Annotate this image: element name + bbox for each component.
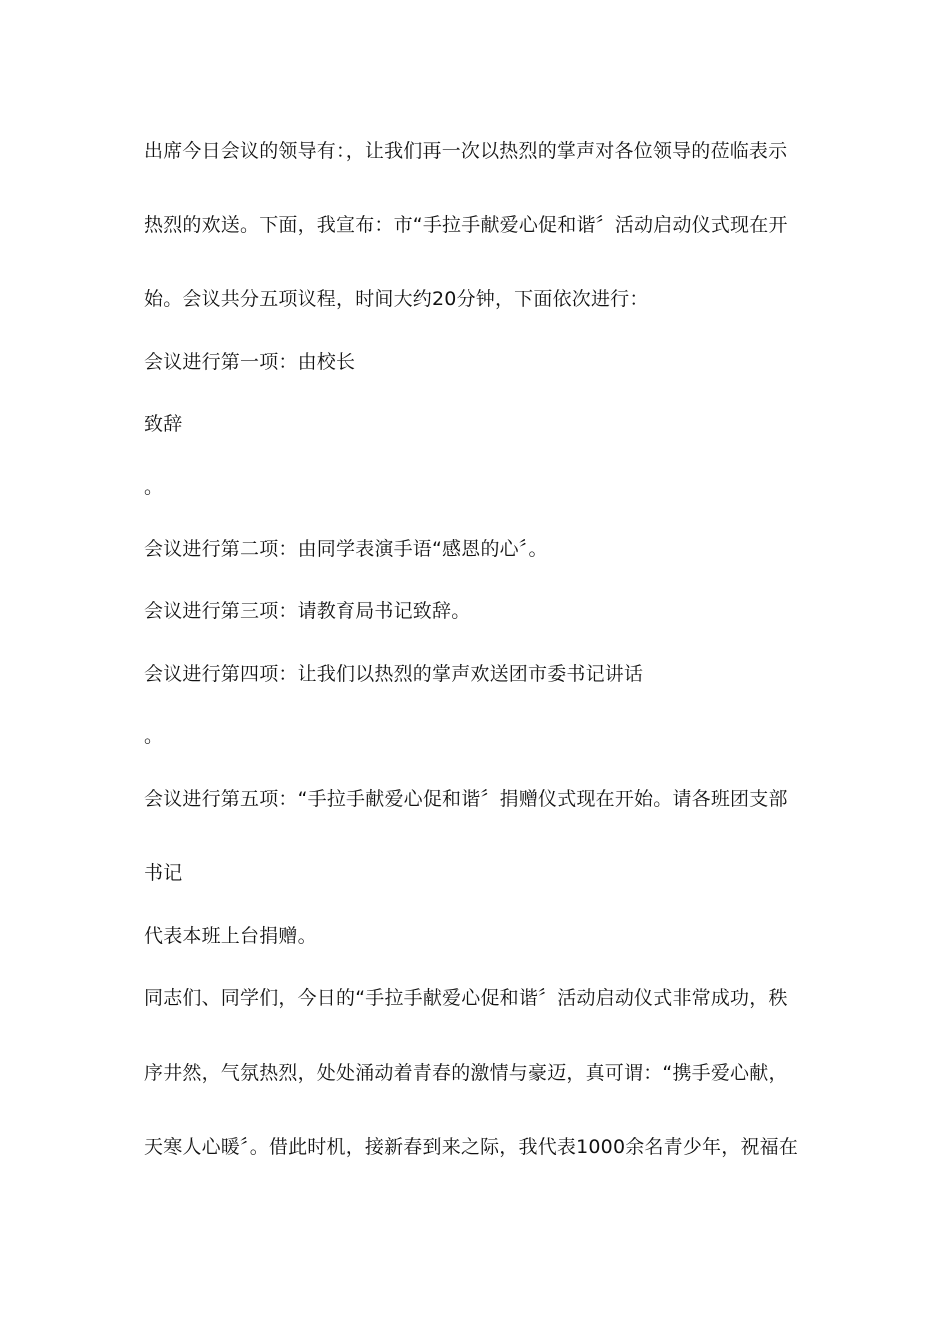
text-line: 序井然，气氛热烈，处处涌动着青春的激情与豪迈，真可谓：“携手爱心献， bbox=[144, 1062, 788, 1084]
text-line: 天寒人心暖〞。借此时机，接新春到来之际，我代表1000余名青少年，祝福在 bbox=[144, 1136, 799, 1158]
text-line: 会议进行第三项：请教育局书记致辞。 bbox=[144, 600, 471, 622]
text-line: 致辞 bbox=[144, 413, 183, 435]
text-line: 同志们、同学们，今日的“手拉手献爱心促和谐〞活动启动仪式非常成功，秩 bbox=[144, 987, 788, 1009]
text-line: 会议进行第四项：让我们以热烈的掌声欢送团市委书记讲话 bbox=[144, 663, 644, 685]
text-line: 始。会议共分五项议程，时间大约20分钟，下面依次进行： bbox=[144, 288, 649, 310]
text-line: 。 bbox=[144, 725, 164, 747]
text-line: 会议进行第一项：由校长 bbox=[144, 351, 356, 373]
text-line: 出席今日会议的领导有：，让我们再一次以热烈的掌声对各位领导的莅临表示 bbox=[144, 140, 788, 162]
text-line: 。 bbox=[144, 476, 164, 498]
text-line: 会议进行第五项：“手拉手献爱心促和谐〞捐赠仪式现在开始。请各班团支部 bbox=[144, 788, 788, 810]
text-line: 会议进行第二项：由同学表演手语“感恩的心〞。 bbox=[144, 538, 548, 560]
text-line: 代表本班上台捐赠。 bbox=[144, 925, 317, 947]
text-line: 热烈的欢送。下面，我宣布：市“手拉手献爱心促和谐〞活动启动仪式现在开 bbox=[144, 214, 788, 236]
text-line: 书记 bbox=[144, 862, 183, 884]
